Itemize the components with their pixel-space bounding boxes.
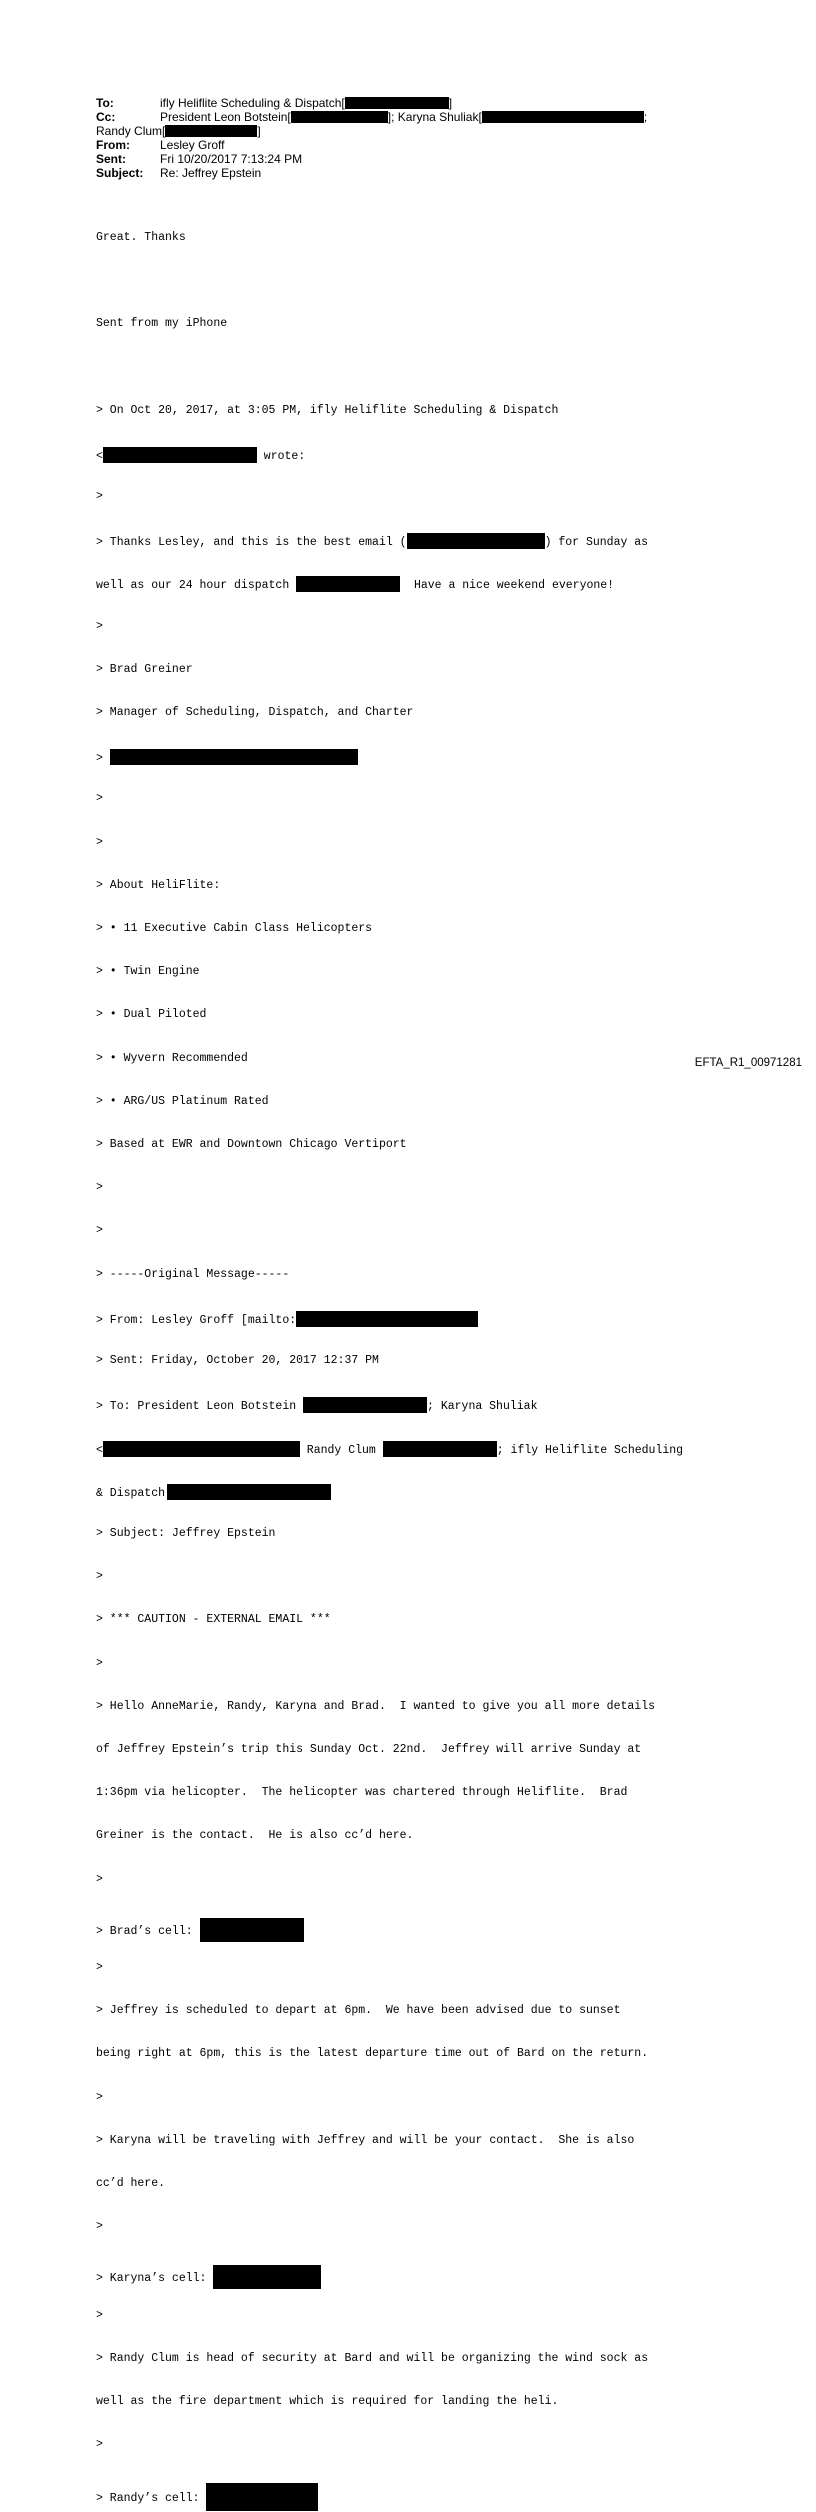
quote-line: > -----Original Message----- [96,1267,290,1281]
quote-line: < wrote: [96,447,746,461]
quote-line: > [96,1181,103,1195]
redaction [103,447,257,463]
quote-line: > Manager of Scheduling, Dispatch, and Charter [96,706,414,720]
quote-line: > Brad Greiner [96,662,193,676]
quote-line: being right at 6pm, this is the latest departure time out of Bard on the return. [96,2047,649,2061]
redaction [110,749,358,765]
from-value: Lesley Groff [160,138,225,152]
quote-line: > Based at EWR and Downtown Chicago Vertiport [96,1138,407,1152]
quote-line: > Karyna will be traveling with Jeffrey and will be your contact. She is also [96,2133,635,2147]
redaction [296,1311,478,1327]
quote-line: > [96,1224,103,1238]
redaction [213,2265,321,2289]
blank-line [96,360,746,374]
cc-value: President Leon Botstein[ ]; Karyna Shuliak[ ; [160,110,648,124]
redaction [383,1441,497,1457]
quote-line: > Subject: Jeffrey Epstein [96,1526,276,1540]
quote-line: > • 11 Executive Cabin Class Helicopters [96,922,373,936]
quote-line: > [96,1872,103,1886]
quote-line: > Brad’s cell: [96,1918,746,1932]
sent-value: Fri 10/20/2017 7:13:24 PM [160,152,303,166]
quote-line: > [96,490,103,504]
redaction [165,125,257,137]
redaction [167,1484,331,1500]
quote-line: > On Oct 20, 2017, at 3:05 PM, ifly Heliflite Scheduling & Dispatch [96,403,559,417]
redaction [407,533,545,549]
cc-continuation: Randy Clum[ ] [96,124,261,138]
quote-line: > [96,2308,103,2322]
quote-line: > [96,2220,103,2234]
quote-line: > *** CAUTION - EXTERNAL EMAIL *** [96,1613,331,1627]
quote-line: 1:36pm via helicopter. The helicopter was chartered through Heliflite. Brad [96,1786,628,1800]
quote-line: > Thanks Lesley, and this is the best email ( ) for Sunday as [96,533,746,547]
quote-line: cc’d here. [96,2176,166,2190]
email-body [96,202,746,2512]
quote-line: > [96,2090,103,2104]
from-label: From: [96,138,130,152]
quote-line: > • Wyvern Recommended [96,1051,248,1065]
redaction [482,111,644,123]
quote-line: < Randy Clum ; ifly Heliflite Scheduling [96,1441,746,1455]
quote-line: > Randy Clum is head of security at Bard and will be organizing the wind sock as [96,2351,649,2365]
quote-line: > [96,749,746,763]
redaction [345,97,449,109]
quote-line: > About HeliFlite: [96,878,221,892]
body-line: Sent from my iPhone [96,317,228,331]
quote-line: > From: Lesley Groff [mailto: [96,1311,746,1325]
quote-line: > • Dual Piloted [96,1008,207,1022]
to-row [96,96,736,110]
to-label: To: [96,96,114,110]
subject-value: Re: Jeffrey Epstein [160,166,262,180]
sent-row [96,152,736,166]
quote-line: > [96,792,103,806]
email-header [96,96,736,180]
quote-line: > Jeffrey is scheduled to depart at 6pm. We have been advised due to sunset [96,2004,621,2018]
quote-line: > [96,1656,103,1670]
quote-line: > [96,1570,103,1584]
from-row [96,138,736,152]
subject-row [96,166,736,180]
redaction [291,111,388,123]
quote-line: > [96,1960,103,1974]
quote-line: > • ARG/US Platinum Rated [96,1094,269,1108]
quote-line: > Randy’s cell: [96,2483,746,2497]
redaction [103,1441,300,1457]
quote-line: > • Twin Engine [96,965,200,979]
quote-line: of Jeffrey Epstein’s trip this Sunday Oct. 22nd. Jeffrey will arrive Sunday at [96,1742,642,1756]
body-line: Great. Thanks [96,230,186,244]
to-value: ifly Heliflite Scheduling & Dispatch[ ] [160,96,453,110]
redaction [296,576,400,592]
redaction [206,2483,318,2511]
cc-label: Cc: [96,110,116,124]
redaction [200,1918,304,1942]
quote-line: > [96,619,103,633]
quote-line: > [96,835,103,849]
sent-label: Sent: [96,152,126,166]
quote-line: & Dispatch [96,1484,746,1498]
quote-line: > [96,2438,103,2452]
redaction [303,1397,427,1413]
quote-line: > Karyna’s cell: [96,2265,746,2279]
quote-line: > Sent: Friday, October 20, 2017 12:37 PM [96,1354,379,1368]
subject-label: Subject: [96,166,144,180]
blank-line [96,274,746,288]
quote-line: > Hello AnneMarie, Randy, Karyna and Brad. I wanted to give you all more details [96,1699,655,1713]
quote-line: well as the fire department which is required for landing the heli. [96,2394,559,2408]
cc-row [96,110,736,124]
document-id: EFTA_R1_00971281 [694,1057,802,1069]
quote-line: Greiner is the contact. He is also cc’d here. [96,1829,414,1843]
quote-line: well as our 24 hour dispatch Have a nice weekend everyone! [96,576,746,590]
quote-line: > To: President Leon Botstein ; Karyna Shuliak [96,1397,746,1411]
